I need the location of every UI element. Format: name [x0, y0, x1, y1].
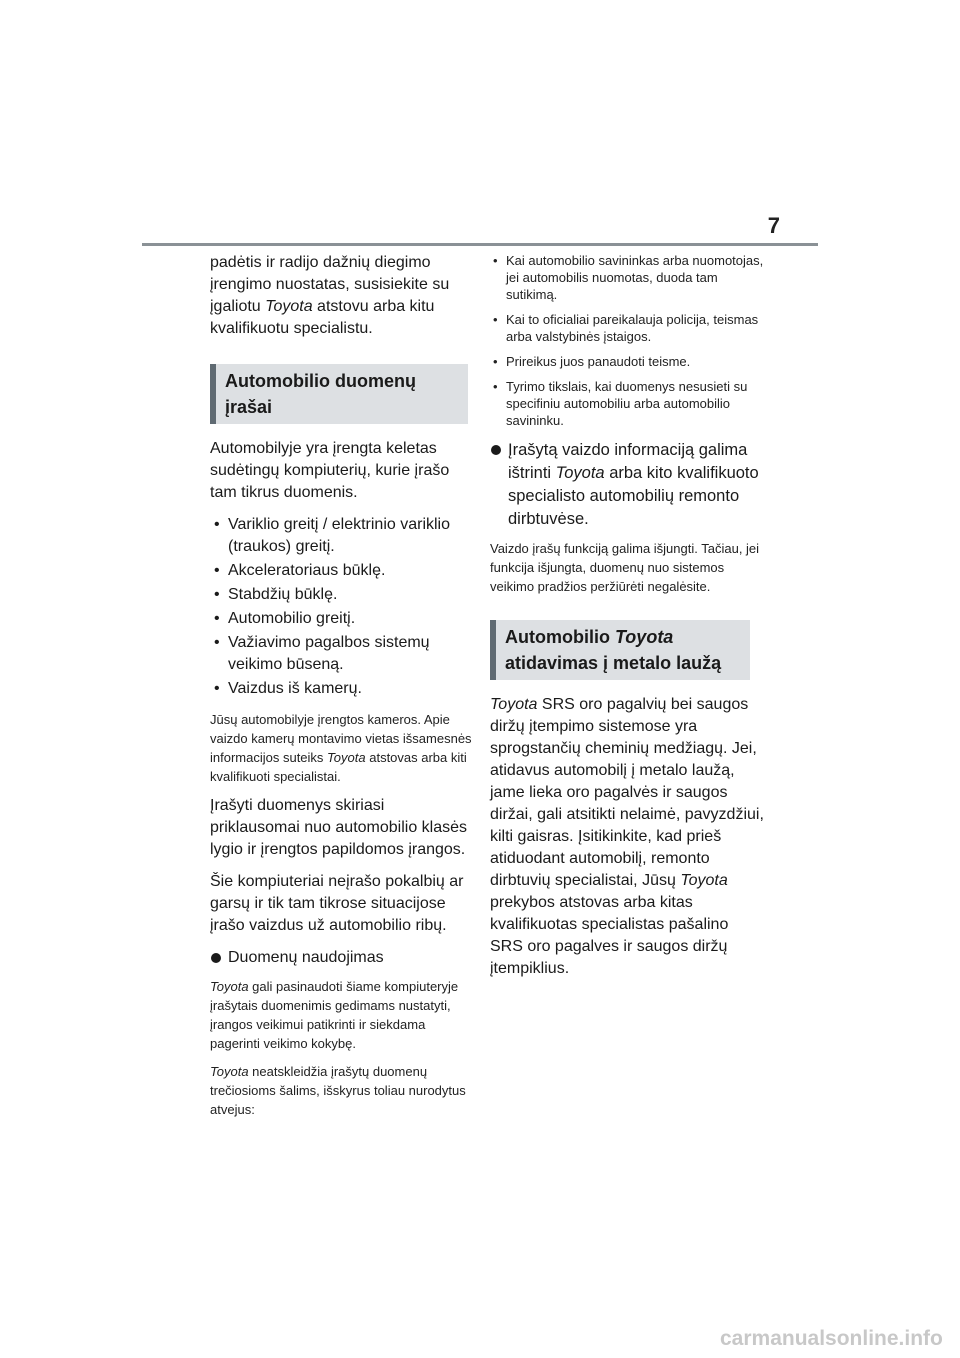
- brand-name: Toyota: [265, 298, 313, 315]
- subhead-data-use-text: Duomenų naudojimas: [228, 949, 384, 966]
- note-disclosure-text: neatskleidžia įrašytų duomenų trečiosioms šalims, išskyrus toliau nurodytus atvejus:: [210, 1064, 466, 1117]
- list-item: • Prireikus juos panaudoti teisme.: [490, 353, 765, 370]
- list-item: • Kai to oficialiai pareikalauja policija, teismas arba valstybinės įstaigos.: [490, 311, 765, 345]
- note-video-disable: Vaizdo įrašų funkciją galima išjungti. Tačiau, jei funkcija išjungta, duomenų nuo sistemos veikimo pradžios peržiūrėti negalėsite.: [490, 541, 760, 594]
- section-title-data-records: Automobilio duomenų įrašai: [210, 364, 468, 424]
- paragraph-scrapping-text-2: prekybos atstovas arba kitas kvalifikuotas specialistas pašalino SRS oro pagalves ir saugos diržų įtempiklius.: [490, 894, 729, 977]
- list-item: • Tyrimo tikslais, kai duomenys nesusieti su specifiniu automobiliu arba automobilio savininku.: [490, 378, 765, 429]
- note-cameras: [210, 710, 472, 786]
- intro-text-2: atstovu arba kitu kvalifikuotu specialistu.: [210, 298, 435, 337]
- right-column: [490, 252, 765, 990]
- list-item: • Važiavimo pagalbos sistemų veikimo būseną.: [210, 632, 472, 676]
- brand-name: Toyota: [327, 750, 366, 765]
- paragraph-recorded-data: Įrašyti duomenys skiriasi priklausomai nuo automobilio klasės lygio ir įrengtos papildomos įrangos.: [210, 797, 468, 858]
- brand-name: Toyota: [490, 696, 538, 713]
- header-rule: [142, 243, 818, 246]
- list-item: • Automobilio greitį.: [210, 608, 472, 630]
- brand-name: Toyota: [555, 464, 605, 482]
- intro-text-1: padėtis ir radijo dažnių diegimo įrengimo nuostatas, susisiekite su įgaliotu: [210, 254, 450, 315]
- note-data-use-text: gali pasinaudoti šiame kompiuteryje įrašytais duomenimis gedimams nustatyti, įrangos veikimui patikrinti ir siekdama pagerinti veikimo kokybę.: [210, 979, 459, 1051]
- brand-name: Toyota: [614, 627, 674, 647]
- subhead-erase-text-2: arba kito kvalifikuoto specialisto automobilių remonto dirbtuvėse.: [508, 464, 759, 528]
- list-item: • Stabdžių būklę.: [210, 584, 472, 606]
- bullet-dot-icon: [491, 445, 501, 455]
- note-disclosure: [210, 1062, 472, 1119]
- list-item: • Kai automobilio savininkas arba nuomotojas, jei automobilis nuomotas, duoda tam sutikimą.: [490, 252, 765, 303]
- list-item: • Variklio greitį / elektrinio variklio (traukos) greitį.: [210, 514, 472, 558]
- brand-name: Toyota: [210, 979, 249, 994]
- subhead-data-use: [210, 947, 472, 969]
- bullet-dot-icon: [211, 953, 221, 963]
- intro-paragraph: [210, 252, 472, 340]
- paragraph-computers: Automobilyje yra įrengta keletas sudėtingų kompiuterių, kurie įrašo tam tikrus duomenis.: [210, 440, 450, 501]
- recorded-data-list: [210, 514, 472, 700]
- watermark-logo: carmanualsonline.info: [720, 1327, 943, 1350]
- section-title-text-2: atidavimas į metalo laužą: [505, 653, 722, 673]
- note-cameras-text-2: atstovas arba kiti kvalifikuoti specialistai.: [210, 750, 467, 784]
- list-item: • Vaizdus iš kamerų.: [210, 678, 472, 700]
- note-data-use: [210, 977, 472, 1053]
- brand-name: Toyota: [210, 1064, 249, 1079]
- section-title-text-1: Automobilio: [505, 627, 615, 647]
- subhead-erase-video: [490, 439, 765, 531]
- subhead-erase-text-1: Įrašytą vaizdo informaciją galima ištrinti: [508, 441, 748, 482]
- paragraph-no-audio: Šie kompiuteriai neįrašo pokalbių ar garsų ir tik tam tikrose situacijose įrašo vaizdus už automobilio ribų.: [210, 873, 464, 934]
- left-column: [210, 252, 472, 1128]
- page-number: 7: [767, 213, 780, 238]
- list-item: • Akceleratoriaus būklę.: [210, 560, 472, 582]
- section-title-scrapping: [490, 620, 750, 680]
- paragraph-scrapping: [490, 694, 765, 980]
- disclosure-cases-list: [490, 252, 765, 429]
- paragraph-scrapping-text-1: SRS oro pagalvių bei saugos diržų įtempimo sistemose yra sprogstančių cheminių medžiagų. Jei, atidavus automobilį į metalo laužą, jame lieka oro pagalvės ir saugos diržai, gali atsitikti nelaimė, pavyzdžiui, kilti gaisras. Įsitikinkite, kad prieš atiduodant automobilį, remonto dirbtuvių specialistai, Jūsų: [490, 696, 764, 889]
- brand-name: Toyota: [680, 872, 728, 889]
- note-cameras-text-1: Jūsų automobilyje įrengtos kameros. Apie vaizdo kamerų montavimo vietas išsamesnės informacijos suteiks: [210, 712, 472, 765]
